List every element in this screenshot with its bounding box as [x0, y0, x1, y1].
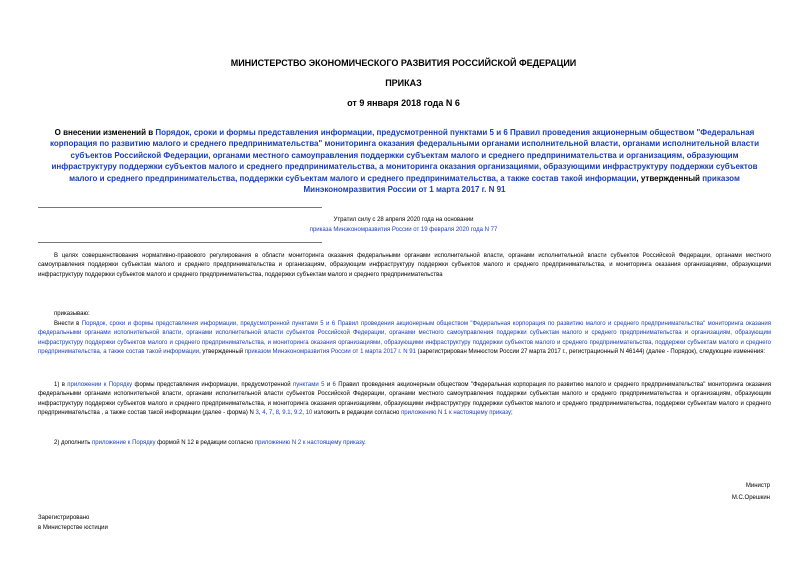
item1-text-3: и	[324, 382, 333, 388]
form-link-10[interactable]: 10	[305, 410, 313, 417]
status-note-line1: Утратил силу с 28 апреля 2020 года на основании	[333, 217, 474, 223]
form-link-3[interactable]: 3	[255, 410, 259, 417]
item2-text-1: 2) дополнить	[54, 440, 93, 446]
ministry-heading: МИНИСТЕРСТВО ЭКОНОМИЧЕСКОГО РАЗВИТИЯ РОССИЙСКОЙ ФЕДЕРАЦИИ	[230, 58, 577, 68]
form-link-9-1[interactable]: 9.1	[282, 410, 291, 417]
item1-text-6: ;	[510, 410, 513, 417]
main-link-order[interactable]: приказом Минэкономразвития России от 1 марта 2017 г. N 91	[244, 349, 416, 356]
item2-link-appendix[interactable]: приложение к Порядку	[92, 440, 156, 446]
title-middle: , утвержденный	[636, 173, 703, 183]
registration-line2: в Министерстве юстиции	[38, 525, 108, 531]
form-link-8[interactable]: 8	[275, 410, 279, 417]
main-text-3: (зарегистрирован Минюстом России 27 марта 2017 г., регистрационный N 46144) (далее - Порядок), следующие изменения:	[415, 349, 766, 356]
doc-type-heading: ПРИКАЗ	[385, 78, 422, 88]
item2-text-2: формой N 12 в редакции согласно	[155, 440, 255, 446]
item2-text-3: .	[364, 440, 366, 446]
item1-text-2: формы представления информации, предусмотренной	[132, 382, 293, 388]
main-paragraph	[38, 320, 771, 358]
document-title	[38, 127, 771, 195]
title-prefix: О внесении изменений в	[54, 128, 156, 137]
main-text-2: , утвержденный	[199, 349, 245, 356]
preamble-paragraph: В целях совершенствования нормативно-правового регулирования в области мониторинга оказания федеральными органами исполнительной власти, органами исполнительной власти субъектов Российской Федерации, органами местного самоуправления поддержки субъектам малого и среднего предпринимательства и организациям, образующим инфраструктуру поддержки субъектов малого и среднего предпринимательства, и мониторинга оказания организациями, образующими инфраструктуру поддержки субъектов малого и среднего предпринимательства, поддержки субъектам малого и среднего предпринимательства	[38, 253, 771, 278]
item1-text-5: изложить в редакции согласно	[312, 410, 402, 417]
status-note-link[interactable]: приказа Минэкономразвития России от 19 февраля 2020 года N 77	[309, 227, 498, 233]
main-link-procedure[interactable]: Порядок, сроки и формы представления информации, предусмотренной пунктами 5 и 6 Правил проведения акционерным обществом "Федеральная корпорация по развитию малого и среднего предпринимательства" мониторинга оказания федеральными органами исполнительной власти, органами исполнительной власти субъектов Российской Федерации, органами местного самоуправления поддержки субъектам малого и среднего предпринимательства и организациям, образующим инфраструктуру поддержки субъектов малого и среднего предпринимательства, и мониторинга оказания организациями, образующими инфраструктуру поддержки субъектов малого и среднего предпринимательства, поддержки субъектам малого и среднего предпринимательства, а также состав такой информации	[38, 321, 771, 356]
item1-link-point6[interactable]: 6	[332, 382, 336, 388]
date-number-heading: от 9 января 2018 года N 6	[347, 98, 460, 108]
main-text-1: Внести в	[54, 321, 82, 327]
signature-name: М.С.Орешкин	[731, 495, 770, 501]
title-link-order[interactable]: приказом Минэкономразвития России от 1 марта 2017 г. N 91	[303, 173, 740, 195]
registration-line1: Зарегистрировано	[38, 515, 90, 521]
item1-text-4: Правил проведения акционерным обществом "Федеральная корпорация по развитию малого и среднего предпринимательства" мониторинга оказания федеральными органами исполнительной власти, органами исполнительной власти субъектов Российской Федерации, органами местного самоуправления поддержки субъектам малого и среднего предпринимательства и организациям, образующим инфраструктуру поддержки субъектов малого и среднего предпринимательства, и мониторинга оказания организациями, образующими инфраструктуру поддержки субъектов малого и среднего предпринимательства, поддержки субъектам малого и среднего предпринимательства , а также состав такой информации (далее - форма) N	[38, 382, 771, 417]
item1-link-appendix1[interactable]: приложению N 1 к настоящему приказу	[401, 410, 511, 417]
order-word: приказываю:	[54, 311, 90, 317]
title-link-procedure[interactable]: Порядок, сроки и формы представления информации, предусмотренной пунктами 5 и 6 Правил проведения акционерным обществом "Федеральная корпорация по развитию малого и среднего предпринимательства" мониторинга оказания федеральными органами исполнительной власти, органами исполнительной власти субъектов Российской Федерации, органами местного самоуправления поддержки субъектам малого и среднего предпринимательства и организациям, образующим инфраструктуру поддержки субъектов малого и среднего предпринимательства, а мониторинга оказания организациями, образующими инфраструктуру поддержки субъектов малого и среднего предпринимательства, поддержки субъектам малого и среднего предпринимательства, а также состав такой информации	[49, 128, 760, 183]
form-link-4[interactable]: 4	[262, 410, 266, 417]
divider-bottom	[38, 242, 322, 243]
form-link-9-2[interactable]: 9.2	[293, 410, 303, 417]
item1-text-1: 1) в	[54, 382, 68, 388]
divider-top	[38, 207, 322, 208]
item1-link-point5[interactable]: пунктами 5	[292, 382, 325, 388]
signature-position: Министр	[745, 483, 770, 489]
form-link-7[interactable]: 7	[268, 410, 273, 417]
item2-link-appendix2[interactable]: приложению N 2 к настоящему приказу	[254, 440, 365, 446]
item2-paragraph	[38, 439, 771, 448]
item1-link-appendix[interactable]: приложении к Порядку	[67, 382, 133, 388]
item1-paragraph: 1) в приложении к Порядку формы представления информации, предусмотренной пунктами 5 и 6 Правил проведения акционерным обществом "Федеральная корпорация по развитию малого и среднего предпринимательства" мониторинга оказания федеральными органами исполнительной власти, органами исполнительной власти субъектов Российской Федерации, органами местного самоуправления поддержки субъектам малого и среднего предпринимательства и организациям, образующим инфраструктуру поддержки субъектов малого и среднего предпринимательства, и мониторинга оказания организациями, образующими инфраструктуру поддержки субъектов малого и среднего предпринимательства, поддержки субъектам малого и среднего предпринимательства , а также состав такой информации (далее - форма) N 3, 4, 7, 8, 9.1, 9.2, 10 изложить в редакции согласно приложению N 1 к настоящему приказу;	[38, 382, 771, 417]
